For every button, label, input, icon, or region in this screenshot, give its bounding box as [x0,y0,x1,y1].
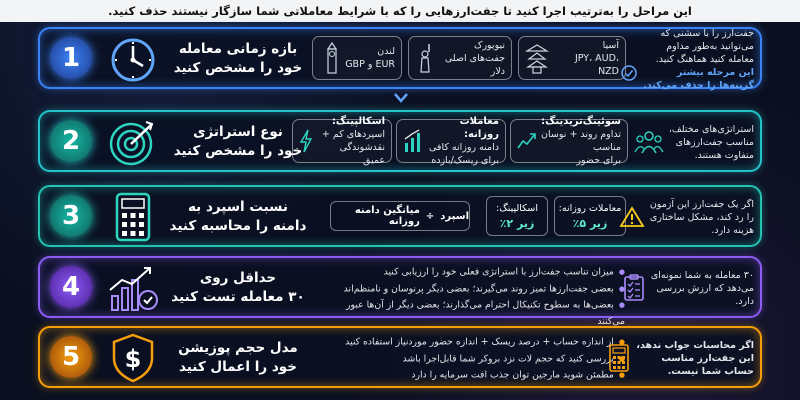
check-circle-icon [621,65,637,81]
title-line: حداقل روی [199,270,277,286]
target-icon [106,116,160,168]
strategy-name: معاملات روزانه: [459,116,499,140]
note-line: استراتژی‌های مختلف، [668,123,754,135]
threshold-value: زیر ۵٪ [572,217,608,230]
step-note [594,332,754,384]
strategy-detail: نقدشوندگی عمیق [339,142,385,166]
step-title [168,193,308,241]
header-banner: این مراحل را به‌ترتیب اجرا کنید تا جفت‌ارزهایی را که با شرایط معاملاتی شما سازگار نیستند حذف کنید. [0,0,800,22]
title-line: ۳۰ معامله تست کنید [171,289,305,305]
strategy-detail: برای ریسک/بازده [431,155,499,166]
list-item: ● بعضی‌ها به سطوح تکنیکال احترام می‌گذارند؛ بعضی دیگر از آن‌ها عبور می‌کنند [325,297,625,330]
title-line: خود را مشخص کنید [173,60,303,76]
formula-operator: ÷ [425,210,435,222]
note-line: متفاوت هستند. [694,149,754,161]
threshold-label: معاملات روزانه: [558,203,622,214]
note-line: جفت‌ارز را با سشنی که [660,27,754,39]
strategy-name: اسکالپینگ: [331,116,385,127]
session-card-london [312,36,402,80]
note-accent: گزینه‌ها را حذف می‌کند. [643,79,754,91]
svg-text:$: $ [124,345,142,373]
step-note [594,262,754,314]
people-icon [635,129,663,155]
step-5-panel [38,326,762,388]
session-name: آسیا [602,39,619,51]
title-line: بازه زمانی معامله [178,41,298,57]
note-line: دارد. [735,295,754,307]
step-number: 5 [50,336,92,378]
note-line: معامله کنید هماهنگ کنید. [655,53,754,65]
big-ben-icon [323,43,341,73]
dollar-shield-icon [106,332,160,384]
title-line: مدل حجم پوزیشن [178,340,298,356]
bar-chart-icon [403,129,423,153]
spread-range-formula [330,201,470,231]
threshold-label: اسکالپینگ: [496,203,538,214]
strategy-detail: اسپردهای کم + [321,129,385,140]
session-detail: جفت‌های اصلی دلار [444,52,505,77]
chevron-down-icon [393,92,409,104]
step-number: 2 [50,120,92,162]
title-line: نسبت اسپرد به [187,199,288,215]
step-number: 4 [50,266,92,308]
session-name: نیویورک [473,39,505,51]
step-title [168,35,308,83]
calculator-icon [106,191,160,243]
note-line: ۳۰ معامله به شما نمونه‌ای [650,269,754,281]
step-note [594,116,754,168]
step-3-panel [38,185,762,247]
title-line: خود را اعمال کنید [179,359,297,375]
note-accent: این مرحله بیشتر [676,66,754,78]
step-bullets [325,334,625,384]
step-number: 3 [50,195,92,237]
lightning-icon [299,129,313,153]
note-line: مناسب جفت‌ارزهای [675,136,754,148]
formula-spread: اسپرد [440,210,469,222]
trend-line-icon [517,131,537,151]
session-detail: EUR و GBP [345,59,395,70]
note-line: را رد کند، مشکل ساختاری [649,211,754,223]
step-note [594,27,754,91]
note-line: هزینه دارد. [711,224,754,236]
calculator-icon [608,344,630,372]
step-bullets [325,264,625,327]
step-1-panel [38,27,762,89]
strategy-name: سوئینگ‌تریدینگ: [541,116,621,127]
checklist-icon [623,274,645,302]
strategy-card-daytrading [396,116,506,166]
threshold-scalping [486,196,548,236]
step-note [594,191,754,243]
growth-chart-icon [106,262,160,314]
step-title [168,118,308,166]
step-2-panel [38,110,762,172]
note-line: می‌توانید به‌طور مداوم [666,40,754,52]
strategy-detail: برای حضور [576,155,621,166]
note-line: اگر محاسبات جواب ندهد، [636,339,754,351]
note-line: این جفت‌ارز مناسب [661,352,754,364]
strategy-card-scalping [292,116,392,166]
note-line: می‌دهد که ارزش بررسی [656,282,754,294]
clock-icon [106,33,160,85]
note-line: حساب شما نیست. [667,365,754,377]
list-item: ● مطمئن شوید مارجین توان جذب افت سرمایه را دارد [325,367,625,384]
title-line: دامنه را محاسبه کنید [169,218,307,234]
step-number: 1 [50,37,92,79]
step-4-panel [38,256,762,327]
session-detail: JPY، AUD، NZD [574,52,619,77]
list-item: ● میزان تناسب جفت‌ارز با استراتژی فعلی خود را ارزیابی کنید [325,264,625,281]
pagoda-icon [525,43,549,73]
list-item: ● بعضی جفت‌ارزها تمیز روند می‌گیرند؛ بعضی دیگر پرنوسان و نامنظم‌اند [325,281,625,298]
session-name: لندن [377,46,395,57]
step-title [168,334,308,382]
note-line: اگر یک جفت‌ارز این آزمون [649,198,754,210]
session-card-newyork [408,36,512,80]
list-item: ● از اندازه حساب + درصد ریسک + اندازه حضور موردنیاز استفاده کنید [325,334,625,351]
formula-adr: میانگین دامنه روزانه [354,205,420,227]
title-line: نوع استراتژی [193,124,283,140]
warning-icon [620,206,644,228]
step-title [168,264,308,312]
statue-of-liberty-icon [415,42,435,74]
strategy-detail: دامنه روزانه کافی [429,142,499,153]
list-item: ● بررسی کنید که حجم لات نزد بروکر شما قابل‌اجرا باشد [325,351,625,368]
title-line: خود را مشخص کنید [173,143,303,159]
threshold-value: زیر ۲٪ [499,217,535,230]
strategy-detail: تداوم روند + نوسان مناسب [541,129,621,153]
